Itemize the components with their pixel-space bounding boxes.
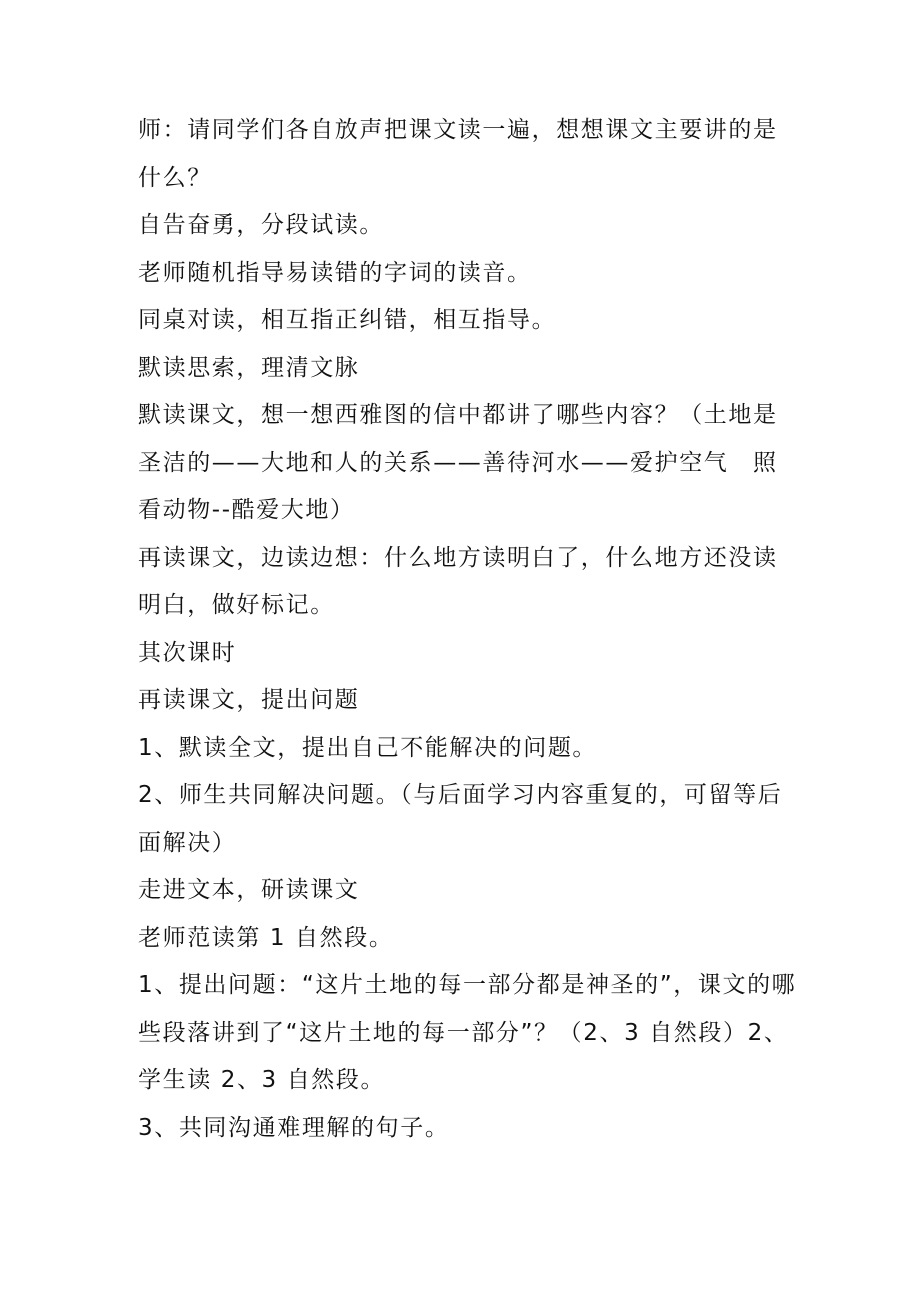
paragraph-step-2: 2、师生共同解决问题。（与后面学习内容重复的，可留等后面解决） — [138, 782, 783, 856]
paragraph-partner-reading: 同桌对读，相互指正纠错，相互指导。 — [138, 307, 557, 333]
paragraph-teacher-prompt: 师：请同学们各自放声把课文读一遍，想想课文主要讲的是什么？ — [138, 117, 778, 191]
paragraph-volunteer-reading: 自告奋勇，分段试读。 — [138, 212, 384, 238]
paragraph-reread-marking: 再读课文，边读边想：什么地方读明白了，什么地方还没读明白，做好标记。 — [138, 544, 778, 618]
paragraph-silent-reading-heading: 默读思索，理清文脉 — [138, 354, 360, 381]
paragraph-teacher-model-reading: 老师范读第 1 自然段。 — [138, 924, 394, 951]
paragraph-second-lesson-heading: 其次课时 — [138, 639, 237, 666]
paragraph-step-1: 1、默读全文，提出自己不能解决的问题。 — [138, 734, 598, 761]
paragraph-ask-questions-heading: 再读课文，提出问题 — [138, 687, 360, 713]
paragraph-letter-content: 默读课文，想一想西雅图的信中都讲了哪些内容？（土地是圣洁的——大地和人的关系——善待河水——爱护空气 照看动物--酷爱大地） — [138, 402, 778, 523]
paragraph-step-3: 3、共同沟通难理解的句子。 — [138, 1114, 450, 1141]
paragraph-question-sacred-land: 1、提出问题：“这片土地的每一部分都是神圣的”，课文的哪些段落讲到了“这片土地的每一部分”？（2、3 自然段）2、学生读 2、3 自然段。 — [138, 972, 797, 1093]
paragraph-study-text-heading: 走进文本，研读课文 — [138, 877, 360, 903]
document-body — [138, 107, 798, 1152]
paragraph-pronunciation-guidance: 老师随机指导易读错的字词的读音。 — [138, 259, 532, 286]
